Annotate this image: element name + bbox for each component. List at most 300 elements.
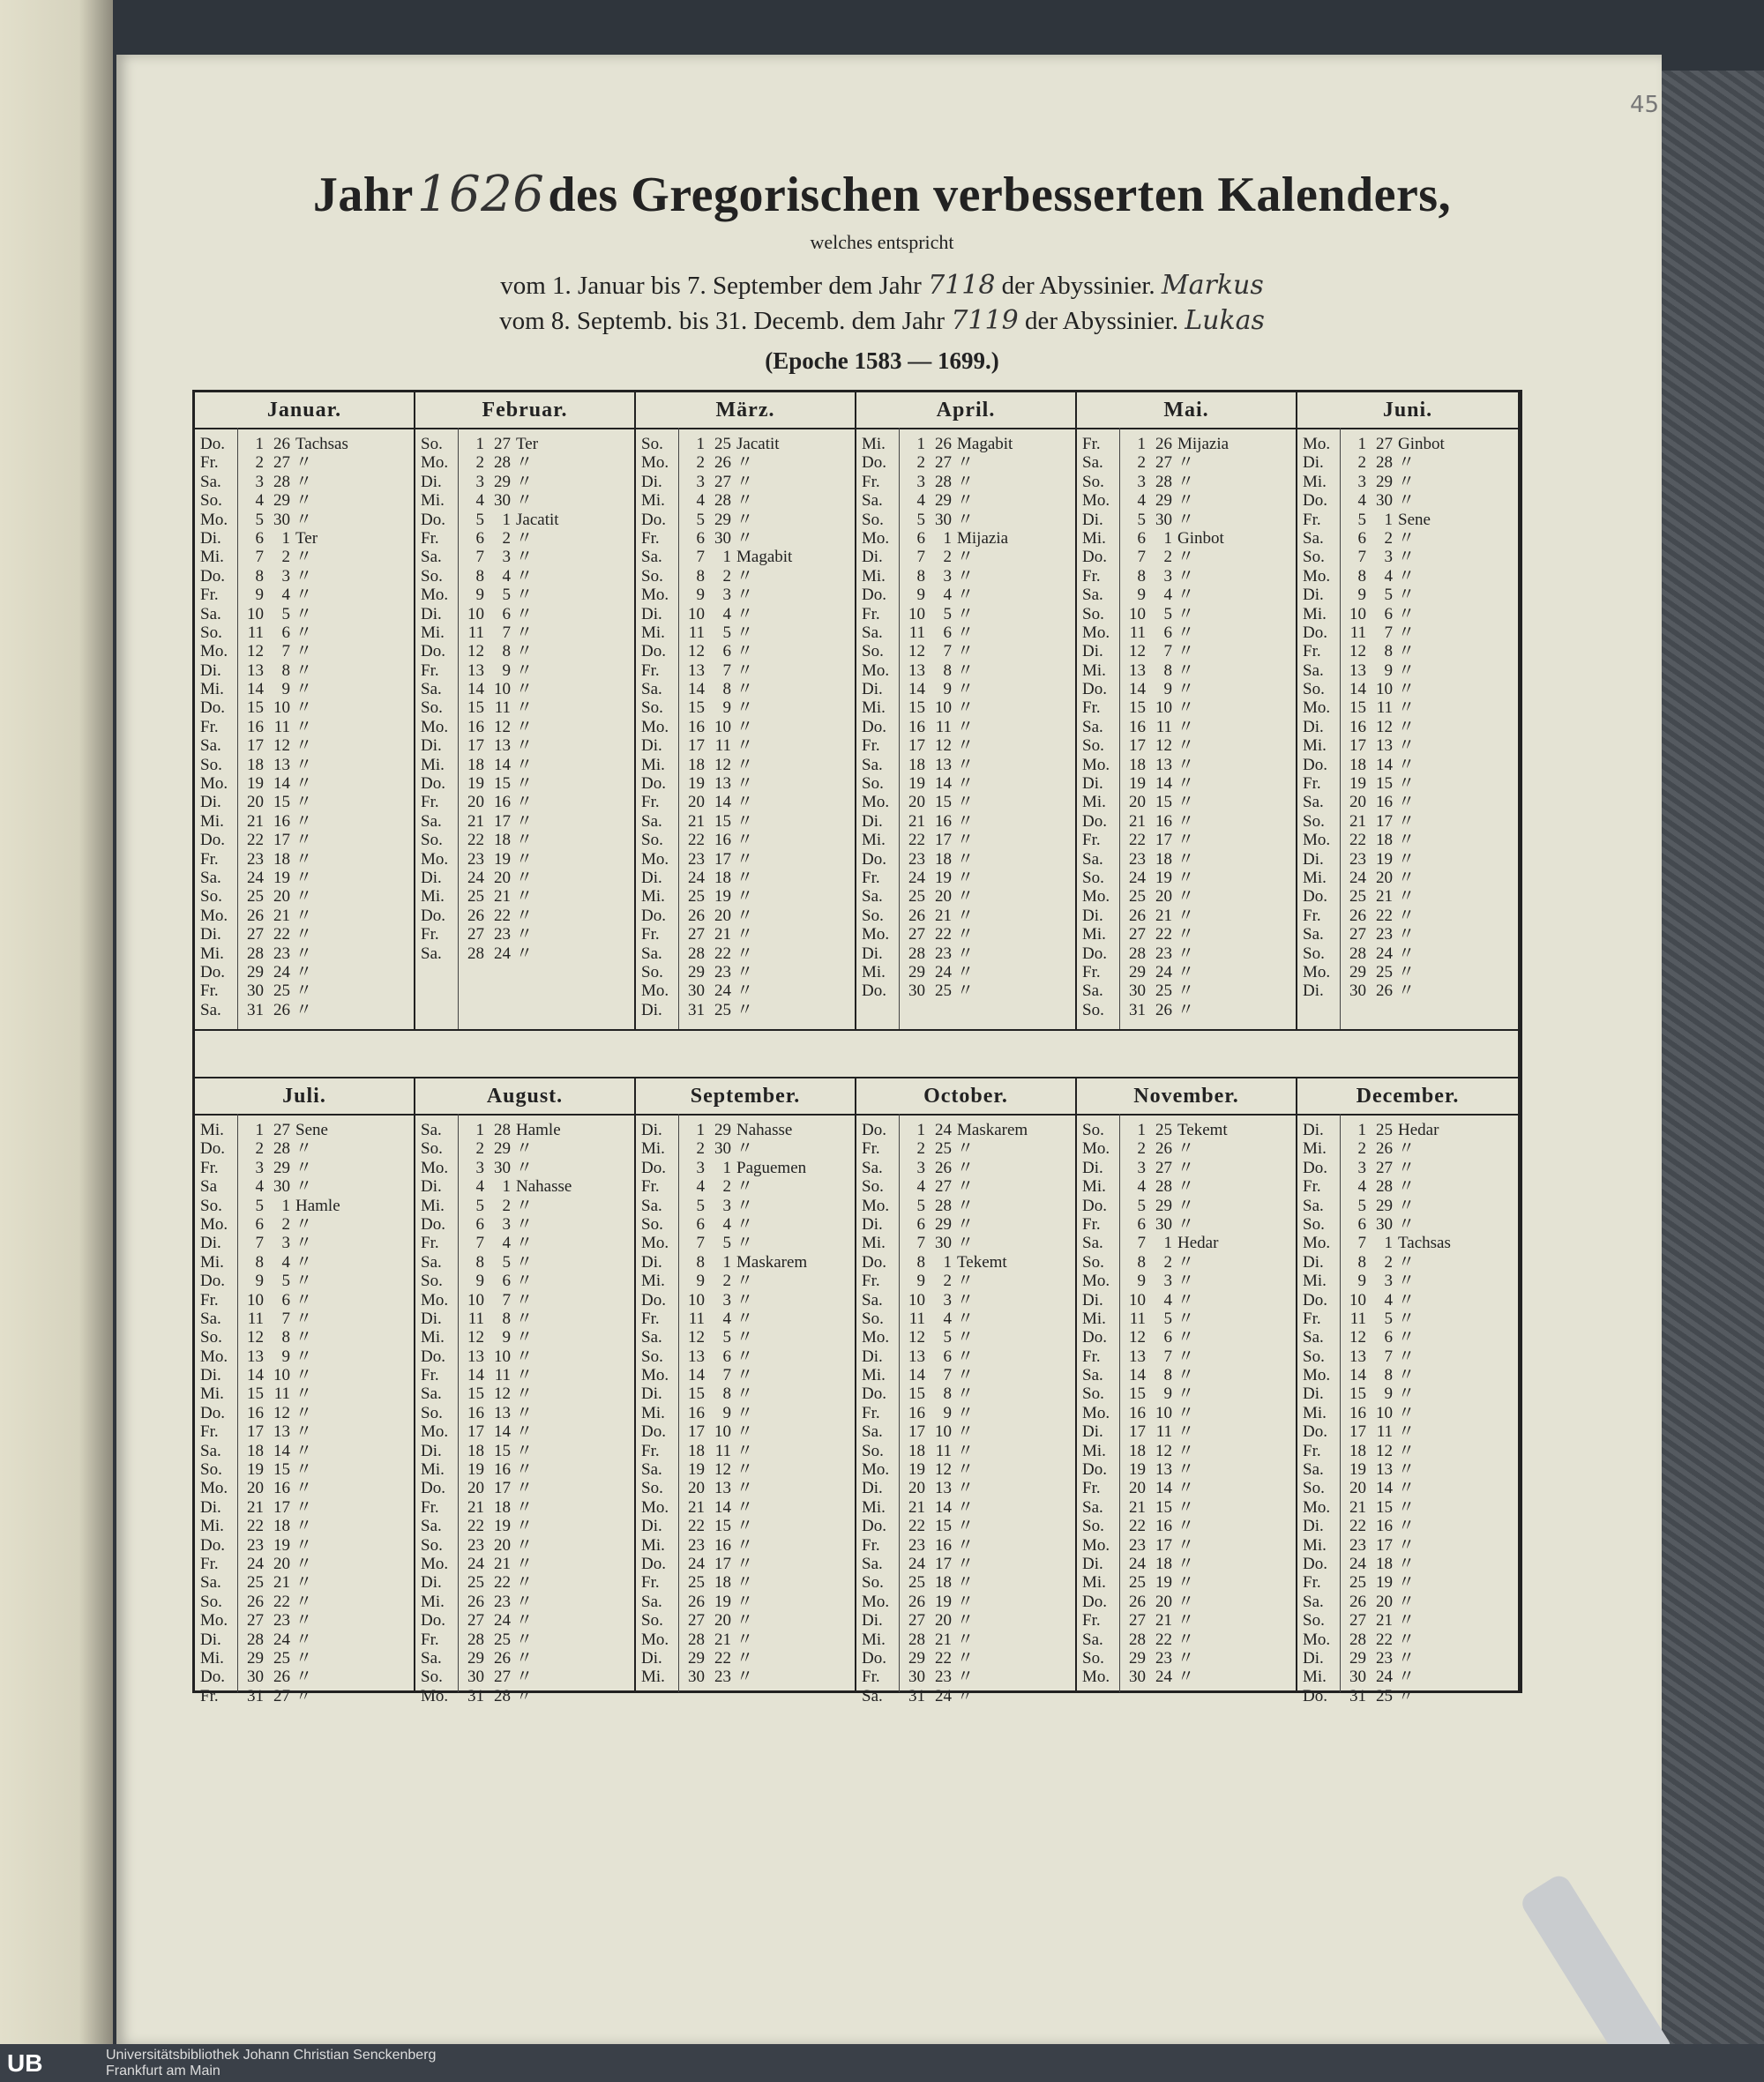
day-row <box>415 1177 634 1196</box>
day-row <box>856 1310 1075 1328</box>
weekday: So. <box>641 1214 663 1234</box>
abyssinian-day: 6 <box>722 1347 731 1366</box>
day-row <box>195 1573 414 1592</box>
weekday: Do. <box>1082 1460 1107 1480</box>
abyssinian-month: 〃 <box>736 1479 754 1498</box>
day-row <box>195 1291 414 1310</box>
abyssinian-month: 〃 <box>295 1630 313 1649</box>
gregorian-day: 8 <box>475 1252 484 1272</box>
gregorian-day: 21 <box>1349 811 1366 831</box>
weekday: So. <box>200 887 222 907</box>
abyssinian-month: 〃 <box>1177 1384 1195 1404</box>
abyssinian-day: 3 <box>281 566 290 586</box>
abyssinian-month: 〃 <box>516 453 534 473</box>
abyssinian-day: 18 <box>1155 1554 1172 1573</box>
abyssinian-day: 27 <box>935 1177 952 1197</box>
gregorian-day: 22 <box>1129 831 1146 850</box>
abyssinian-month: 〃 <box>295 1309 313 1328</box>
abyssinian-day: 8 <box>943 660 952 680</box>
abyssinian-month: Hamle <box>295 1196 340 1215</box>
day-row <box>1297 1121 1518 1139</box>
day-row <box>1297 1272 1518 1290</box>
era-line-2-year: 7119 <box>951 305 1019 336</box>
day-row <box>1077 1555 1296 1573</box>
abyssinian-month: 〃 <box>1398 472 1416 491</box>
day-row <box>415 1384 634 1403</box>
abyssinian-month: Maskarem <box>736 1252 808 1272</box>
day-row <box>195 718 414 736</box>
gregorian-day: 8 <box>916 1252 925 1272</box>
abyssinian-month: 〃 <box>295 1460 313 1480</box>
gregorian-day: 5 <box>1357 510 1366 529</box>
day-row <box>1297 1197 1518 1215</box>
abyssinian-day: 11 <box>714 736 731 756</box>
weekday: So. <box>641 831 663 850</box>
abyssinian-month: 〃 <box>736 1517 754 1536</box>
weekday: Mo. <box>641 1630 669 1649</box>
gregorian-day: 15 <box>908 1384 925 1404</box>
abyssinian-month: 〃 <box>957 472 975 491</box>
abyssinian-month: 〃 <box>295 491 313 511</box>
gregorian-day: 4 <box>1357 491 1366 511</box>
abyssinian-month: 〃 <box>957 736 975 756</box>
day-row <box>636 661 855 680</box>
weekday: Fr. <box>200 1554 219 1573</box>
abyssinian-month: 〃 <box>295 811 313 831</box>
weekday: Mo. <box>1082 1668 1110 1687</box>
abyssinian-month: 〃 <box>957 1648 975 1668</box>
gregorian-day: 5 <box>1137 510 1146 529</box>
day-row <box>636 1366 855 1384</box>
weekday: Do. <box>641 1158 666 1177</box>
day-row <box>1297 1668 1518 1686</box>
abyssinian-month: 〃 <box>516 1158 534 1177</box>
abyssinian-day: 23 <box>1155 1648 1172 1668</box>
day-row <box>636 774 855 793</box>
abyssinian-day: 10 <box>714 717 731 736</box>
abyssinian-month: 〃 <box>295 887 313 907</box>
month-rows <box>636 1116 855 1687</box>
abyssinian-day: 9 <box>943 1403 952 1422</box>
weekday: Fr. <box>862 736 880 756</box>
weekday: Do. <box>862 1517 886 1536</box>
abyssinian-day: 23 <box>494 925 511 944</box>
month-header: Juni. <box>1297 392 1518 429</box>
month-column <box>1077 1078 1297 1692</box>
day-row <box>195 1479 414 1497</box>
day-row <box>636 1253 855 1272</box>
abyssinian-day: 19 <box>273 868 290 887</box>
abyssinian-month: 〃 <box>516 1686 534 1705</box>
day-row <box>1077 1291 1296 1310</box>
abyssinian-month: 〃 <box>516 755 534 774</box>
abyssinian-month: 〃 <box>957 1384 975 1404</box>
abyssinian-day: 26 <box>1155 435 1172 453</box>
abyssinian-day: 14 <box>494 1422 511 1442</box>
weekday: So. <box>1303 1611 1325 1631</box>
abyssinian-day: 17 <box>714 1554 731 1573</box>
weekday: So. <box>200 491 222 511</box>
abyssinian-month: 〃 <box>1177 1366 1195 1385</box>
weekday: Fr. <box>862 1272 880 1291</box>
weekday: Mo. <box>200 642 228 661</box>
weekday: Fr. <box>862 1403 880 1422</box>
gregorian-day: 2 <box>696 1139 705 1159</box>
gregorian-day: 1 <box>1357 1121 1366 1139</box>
gregorian-day: 16 <box>688 717 705 736</box>
day-row <box>1297 1159 1518 1177</box>
day-row <box>195 698 414 717</box>
abyssinian-month: 〃 <box>736 1497 754 1517</box>
gregorian-day: 23 <box>908 1535 925 1555</box>
weekday: Di. <box>421 1573 442 1593</box>
abyssinian-month: 〃 <box>1177 680 1195 699</box>
weekday: So. <box>421 435 443 453</box>
day-row <box>415 642 634 660</box>
abyssinian-day: 13 <box>1155 755 1172 774</box>
gregorian-day: 9 <box>255 1272 264 1291</box>
day-row <box>415 1234 634 1252</box>
weekday: Fr. <box>1303 774 1321 794</box>
weekday: Mi. <box>862 1630 886 1649</box>
weekday: Fr. <box>200 849 219 869</box>
weekday: Mo. <box>1082 1272 1110 1291</box>
gregorian-day: 12 <box>467 642 484 661</box>
day-row <box>1297 491 1518 510</box>
abyssinian-month: 〃 <box>957 887 975 907</box>
weekday: Di. <box>421 868 442 887</box>
abyssinian-month: 〃 <box>957 1422 975 1442</box>
abyssinian-day: 16 <box>935 811 952 831</box>
day-row <box>636 831 855 849</box>
weekday: Sa. <box>421 1252 442 1272</box>
abyssinian-month: 〃 <box>295 1403 313 1422</box>
abyssinian-month: 〃 <box>736 1347 754 1366</box>
gregorian-day: 11 <box>247 623 264 642</box>
abyssinian-month: 〃 <box>516 925 534 944</box>
abyssinian-month: 〃 <box>1398 755 1416 774</box>
library-name: Universitätsbibliothek Johann Christian Senckenberg <box>106 2048 437 2063</box>
abyssinian-day: 7 <box>1384 623 1393 642</box>
abyssinian-day: 20 <box>714 906 731 925</box>
day-row <box>195 529 414 548</box>
day-row <box>856 1611 1075 1630</box>
gregorian-day: 15 <box>247 698 264 718</box>
abyssinian-month: Jacatit <box>516 510 559 529</box>
gregorian-day: 15 <box>908 698 925 718</box>
weekday: Mo. <box>421 1422 449 1442</box>
abyssinian-month: 〃 <box>295 1592 313 1611</box>
weekday: Mi. <box>862 831 886 850</box>
abyssinian-month: 〃 <box>957 1272 975 1291</box>
abyssinian-day: 14 <box>1376 1479 1393 1498</box>
day-row <box>856 1668 1075 1686</box>
abyssinian-day: 25 <box>714 1000 731 1019</box>
day-row <box>636 1347 855 1366</box>
abyssinian-day: 26 <box>273 1668 290 1687</box>
abyssinian-day: 2 <box>722 1272 731 1291</box>
abyssinian-month: 〃 <box>1398 1309 1416 1328</box>
abyssinian-day: 25 <box>935 1139 952 1159</box>
abyssinian-month: 〃 <box>295 1328 313 1347</box>
weekday: Mi. <box>1082 925 1106 944</box>
day-row <box>636 981 855 1000</box>
abyssinian-day: 2 <box>502 1196 511 1215</box>
weekday: Sa. <box>200 736 221 756</box>
abyssinian-month: 〃 <box>295 736 313 756</box>
weekday: Do. <box>862 717 886 736</box>
gregorian-day: 28 <box>688 944 705 963</box>
day-row <box>195 850 414 869</box>
gregorian-day: 16 <box>908 1403 925 1422</box>
day-row <box>195 869 414 887</box>
day-row <box>195 774 414 793</box>
day-row <box>1297 1460 1518 1479</box>
day-row <box>415 1536 634 1555</box>
abyssinian-day: 17 <box>1155 1535 1172 1555</box>
abyssinian-day: 27 <box>714 472 731 491</box>
weekday: Do. <box>1303 887 1327 907</box>
month-rows <box>1297 1116 1518 1705</box>
weekday: Di. <box>200 925 221 944</box>
weekday: Mo. <box>1082 1535 1110 1555</box>
weekday: So. <box>421 1403 443 1422</box>
abyssinian-month: 〃 <box>957 1554 975 1573</box>
gregorian-day: 23 <box>1349 849 1366 869</box>
gregorian-day: 11 <box>1349 623 1366 642</box>
gregorian-day: 19 <box>1349 774 1366 794</box>
day-row <box>856 850 1075 869</box>
abyssinian-month: 〃 <box>1177 1158 1195 1177</box>
day-row <box>1297 1422 1518 1441</box>
gregorian-day: 13 <box>1349 1347 1366 1366</box>
abyssinian-day: 21 <box>714 1630 731 1649</box>
abyssinian-day: 23 <box>714 962 731 981</box>
day-row <box>1077 511 1296 529</box>
abyssinian-day: 19 <box>714 1592 731 1611</box>
day-row <box>1077 944 1296 963</box>
gregorian-day: 23 <box>688 1535 705 1555</box>
weekday: Di. <box>641 736 662 756</box>
weekday: Fr. <box>1303 642 1321 661</box>
weekday: Fr. <box>1082 1479 1101 1498</box>
weekday: Mi. <box>200 1384 224 1404</box>
abyssinian-day: 23 <box>1376 1648 1393 1668</box>
gregorian-day: 4 <box>916 1177 925 1197</box>
day-row <box>636 473 855 491</box>
weekday: Mi. <box>1082 793 1106 812</box>
gregorian-day: 16 <box>467 1403 484 1422</box>
abyssinian-day: 24 <box>1155 962 1172 981</box>
abyssinian-month: 〃 <box>1177 548 1195 567</box>
weekday: So. <box>1082 1252 1104 1272</box>
abyssinian-month: Tekemt <box>957 1252 1007 1272</box>
abyssinian-month: 〃 <box>736 491 754 511</box>
abyssinian-day: 4 <box>502 1234 511 1253</box>
day-row <box>1077 605 1296 623</box>
weekday: Fr. <box>200 1290 219 1310</box>
gregorian-day: 18 <box>688 755 705 774</box>
day-row <box>195 981 414 1000</box>
day-row <box>195 1611 414 1630</box>
abyssinian-day: 21 <box>935 906 952 925</box>
abyssinian-day: 18 <box>935 1573 952 1593</box>
weekday: Di. <box>641 472 662 491</box>
gregorian-day: 2 <box>696 453 705 473</box>
abyssinian-day: 16 <box>1155 1517 1172 1536</box>
abyssinian-day: 13 <box>935 1479 952 1498</box>
abyssinian-month: 〃 <box>736 1272 754 1291</box>
abyssinian-month: 〃 <box>736 1422 754 1442</box>
abyssinian-month: Jacatit <box>736 435 780 453</box>
abyssinian-month: Sene <box>1398 510 1431 529</box>
abyssinian-day: 16 <box>714 1535 731 1555</box>
abyssinian-day: 25 <box>714 435 731 453</box>
month-header: October. <box>856 1078 1075 1116</box>
gregorian-day: 26 <box>247 1592 264 1611</box>
day-row <box>1077 529 1296 548</box>
gregorian-day: 22 <box>688 1517 705 1536</box>
weekday: Fr. <box>1303 1309 1321 1328</box>
day-row <box>195 925 414 944</box>
abyssinian-day: 8 <box>281 660 290 680</box>
month-column <box>1297 1078 1518 1705</box>
gregorian-day: 11 <box>908 623 925 642</box>
day-row <box>636 756 855 774</box>
abyssinian-month: 〃 <box>957 1158 975 1177</box>
weekday: Di. <box>862 1479 883 1498</box>
abyssinian-month: Maskarem <box>957 1121 1028 1139</box>
day-row <box>1077 869 1296 887</box>
abyssinian-day: 28 <box>1376 453 1393 473</box>
weekday: Sa. <box>862 755 883 774</box>
abyssinian-month: 〃 <box>736 1366 754 1385</box>
abyssinian-day: 23 <box>494 1592 511 1611</box>
abyssinian-month: 〃 <box>295 1234 313 1253</box>
gregorian-day: 13 <box>688 660 705 680</box>
abyssinian-month: 〃 <box>295 793 313 812</box>
abyssinian-day: 21 <box>273 906 290 925</box>
weekday: Do. <box>862 453 886 473</box>
abyssinian-day: 25 <box>1376 962 1393 981</box>
abyssinian-month: 〃 <box>957 623 975 642</box>
gregorian-day: 25 <box>688 887 705 907</box>
weekday: Di. <box>200 1234 221 1253</box>
abyssinian-month: 〃 <box>1177 1479 1195 1498</box>
day-row <box>195 491 414 510</box>
abyssinian-month: 〃 <box>295 849 313 869</box>
weekday: Mi. <box>1303 1535 1327 1555</box>
weekday: Mi. <box>641 887 665 907</box>
day-row <box>856 1197 1075 1215</box>
day-row <box>1077 736 1296 755</box>
gregorian-day: 29 <box>908 1648 925 1668</box>
abyssinian-month: 〃 <box>295 1272 313 1291</box>
abyssinian-month: 〃 <box>1398 831 1416 850</box>
abyssinian-day: 5 <box>1163 604 1172 623</box>
abyssinian-month: 〃 <box>295 586 313 605</box>
weekday: Di. <box>1303 1384 1324 1404</box>
day-row <box>1297 907 1518 925</box>
abyssinian-month: 〃 <box>516 1252 534 1272</box>
abyssinian-day: 5 <box>722 1234 731 1253</box>
abyssinian-day: 18 <box>273 1517 290 1536</box>
weekday: Fr. <box>862 472 880 491</box>
abyssinian-day: 6 <box>1384 604 1393 623</box>
day-row <box>636 1460 855 1479</box>
abyssinian-day: 3 <box>502 548 511 567</box>
weekday: Di. <box>421 472 442 491</box>
abyssinian-month: 〃 <box>516 1214 534 1234</box>
weekday: Do. <box>1303 623 1327 642</box>
abyssinian-month: 〃 <box>1398 1384 1416 1404</box>
gregorian-day: 28 <box>908 1630 925 1649</box>
day-row <box>415 567 634 586</box>
gregorian-day: 13 <box>688 1347 705 1366</box>
abyssinian-day: 16 <box>273 811 290 831</box>
day-row <box>856 698 1075 717</box>
day-row <box>1297 1573 1518 1592</box>
abyssinian-month: 〃 <box>957 1177 975 1197</box>
weekday: Mi. <box>200 944 224 963</box>
abyssinian-month: 〃 <box>957 680 975 699</box>
abyssinian-day: 22 <box>1155 925 1172 944</box>
day-row <box>856 1121 1075 1139</box>
abyssinian-month: 〃 <box>516 1668 534 1687</box>
abyssinian-day: 14 <box>273 774 290 794</box>
abyssinian-day: 7 <box>722 660 731 680</box>
weekday: Sa. <box>1082 717 1103 736</box>
gregorian-day: 9 <box>696 586 705 605</box>
abyssinian-month: 〃 <box>1177 868 1195 887</box>
abyssinian-month: 〃 <box>736 944 754 963</box>
abyssinian-month: Mijazia <box>957 528 1009 548</box>
gregorian-day: 25 <box>1129 887 1146 907</box>
gregorian-day: 23 <box>247 849 264 869</box>
abyssinian-month: 〃 <box>736 528 754 548</box>
abyssinian-month: 〃 <box>736 1403 754 1422</box>
abyssinian-day: 18 <box>1376 831 1393 850</box>
abyssinian-day: 19 <box>1376 1573 1393 1593</box>
gregorian-day: 15 <box>247 1384 264 1404</box>
day-row <box>1297 1687 1518 1705</box>
abyssinian-day: 5 <box>281 604 290 623</box>
abyssinian-month: 〃 <box>1398 868 1416 887</box>
day-row <box>856 680 1075 698</box>
abyssinian-day: 17 <box>1376 1535 1393 1555</box>
abyssinian-day: 28 <box>1155 472 1172 491</box>
day-row <box>1077 1442 1296 1460</box>
abyssinian-day: 25 <box>1376 1121 1393 1139</box>
abyssinian-month: 〃 <box>1177 1611 1195 1631</box>
weekday: Do. <box>421 1214 445 1234</box>
abyssinian-day: 27 <box>1376 435 1393 453</box>
weekday: Mo. <box>862 660 890 680</box>
gregorian-day: 20 <box>467 793 484 812</box>
gregorian-day: 22 <box>1349 1517 1366 1536</box>
gregorian-day: 1 <box>916 435 925 453</box>
gregorian-day: 10 <box>908 1290 925 1310</box>
abyssinian-day: 10 <box>1155 1403 1172 1422</box>
gregorian-day: 27 <box>908 925 925 944</box>
month-column <box>1077 392 1297 1029</box>
abyssinian-day: 7 <box>943 1366 952 1385</box>
abyssinian-day: 1 <box>722 1158 731 1177</box>
weekday: So. <box>200 1196 222 1215</box>
abyssinian-month: 〃 <box>1177 887 1195 907</box>
abyssinian-day: 27 <box>273 1686 290 1705</box>
gregorian-day: 18 <box>1349 1441 1366 1460</box>
